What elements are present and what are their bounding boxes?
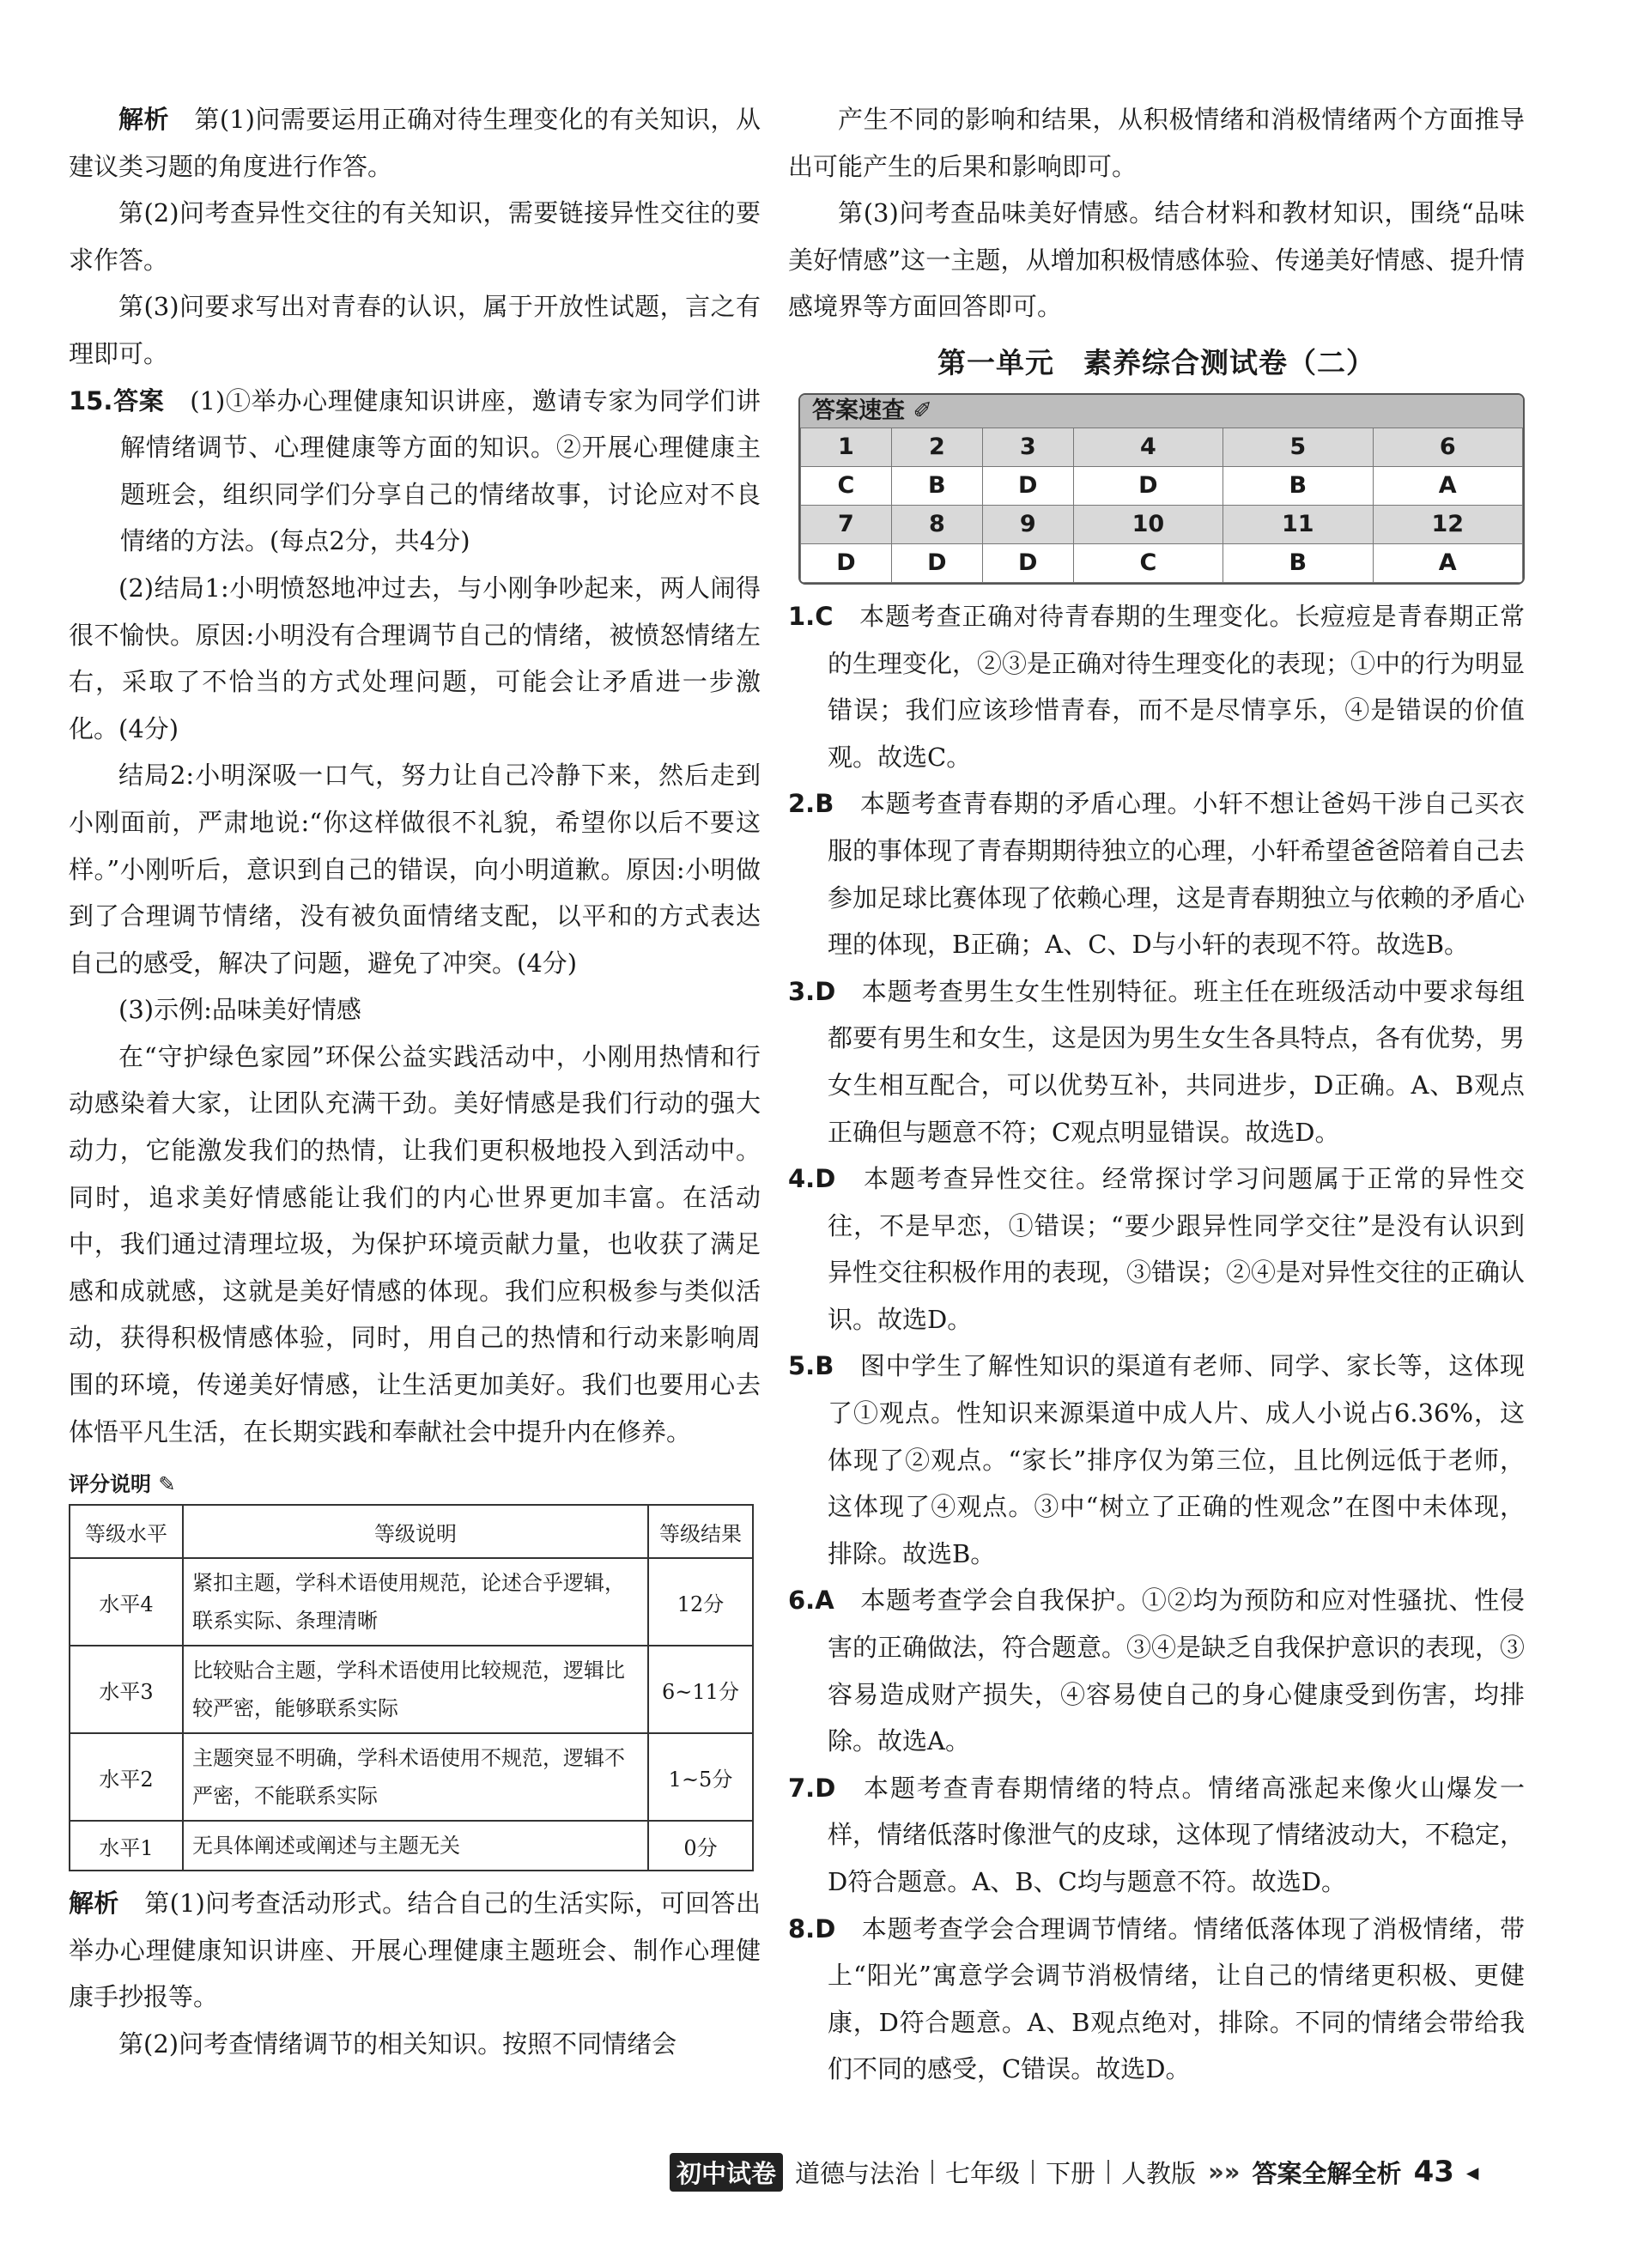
rubric-score: 6~11分 bbox=[648, 1646, 753, 1733]
question-number: 10 bbox=[1073, 505, 1223, 543]
answer-item: 1.C 本题考查正确对待青春期的生理变化。长痘痘是青春期正常的生理变化，②③是正确对待生理变化的表现；①中的行为明显错误；我们应该珍惜青春，而不是尽情享乐，④是错误的价值观。故选C。 bbox=[788, 601, 1526, 772]
answer-item: 2.B 本题考查青春期的矛盾心理。小轩不想让爸妈干涉自己买衣服的事体现了青春期期待独立的心理，小轩希望爸爸陪着自己去参加足球比赛体现了依赖心理，这是青春期独立与依赖的矛盾心理的体现，B正确；A、C、D与小轩的表现不符。故选B。 bbox=[788, 789, 1526, 960]
triangle-left-icon: ◂ bbox=[1465, 2157, 1479, 2186]
footer-grade: 七年级 bbox=[945, 2158, 1021, 2188]
rubric-score: 0分 bbox=[648, 1821, 753, 1871]
question-number: 9 bbox=[982, 505, 1073, 543]
footer-divider bbox=[931, 2160, 933, 2184]
answer-item-label: 8.D bbox=[788, 1913, 836, 1944]
answer-item-label: 3.D bbox=[788, 976, 836, 1006]
analysis-paragraph: 解析 第(1)问考查活动形式。结合自己的生活实际，可回答出举办心理健康知识讲座、开展心理健康主题班会、制作心理健康手抄报等。 bbox=[69, 1889, 761, 2012]
footer-divider bbox=[1032, 2160, 1034, 2184]
analysis-paragraph: 解析 第(1)问需要运用正确对待生理变化的有关知识，从建议类习题的角度进行作答。 bbox=[69, 105, 761, 181]
answer-item: 4.D 本题考查异性交往。经常探讨学习问题属于正常的异性交往，不是早恋，①错误；“要少跟异性同学交往”是没有认识到异性交往积极作用的表现，③错误；②④是对异性交往的正确认识。故选D。 bbox=[788, 1164, 1526, 1334]
rubric-level: 水平1 bbox=[70, 1821, 183, 1871]
rubric-label: 评分说明 ✎ bbox=[69, 1472, 176, 1497]
rubric-desc: 比较贴合主题，学科术语使用比较规范，逻辑比较严密，能够联系实际 bbox=[183, 1646, 648, 1733]
question-number: 11 bbox=[1223, 505, 1373, 543]
question-number: 12 bbox=[1373, 505, 1522, 543]
analysis-paragraph: 第(2)问考查情绪调节的相关知识。按照不同情绪会 bbox=[118, 2029, 677, 2059]
answer-item: 6.A 本题考查学会自我保护。①②均为预防和应对性骚扰、性侵害的正确做法，符合题意。③④是缺乏自我保护意识的表现，③容易造成财产损失，④容易使自己的身心健康受到伤害，均排除。故选A。 bbox=[788, 1586, 1526, 1756]
answer-letter: B bbox=[891, 466, 982, 505]
question-number: 1 bbox=[801, 428, 892, 466]
page-footer bbox=[670, 2151, 1537, 2192]
answer-letter: D bbox=[891, 543, 982, 582]
q15-label: 15.答案 bbox=[69, 385, 165, 415]
footer-divider bbox=[1107, 2160, 1109, 2184]
footer-subject: 道德与法治 bbox=[795, 2158, 920, 2188]
analysis-paragraph: 第(3)问要求写出对青春的认识，属于开放性试题，言之有理即可。 bbox=[69, 292, 761, 368]
footer-brand: 初中试卷 bbox=[670, 2153, 783, 2192]
section-title: 第一单元 素养综合测试卷（二） bbox=[937, 345, 1375, 379]
analysis-paragraph: 产生不同的影响和结果，从积极情绪和消极情绪两个方面推导出可能产生的后果和影响即可。 bbox=[788, 105, 1525, 181]
answer-key-answer-row bbox=[801, 466, 1523, 505]
rubric-header: 等级说明 bbox=[183, 1505, 648, 1558]
rubric-header: 等级结果 bbox=[648, 1505, 753, 1558]
answer-item-label: 7.D bbox=[788, 1773, 836, 1803]
footer-volume: 下册 bbox=[1046, 2158, 1096, 2188]
rubric-header: 等级水平 bbox=[70, 1505, 183, 1558]
leaf-icon: ✎ bbox=[158, 1472, 176, 1497]
answer-key-answer-row bbox=[801, 543, 1523, 582]
answer-item-label: 6.A bbox=[788, 1586, 834, 1616]
answer-letter: A bbox=[1373, 543, 1522, 582]
question-number: 5 bbox=[1223, 428, 1373, 466]
footer-tagline: 答案全解全析 bbox=[1252, 2158, 1402, 2188]
question-number: 3 bbox=[982, 428, 1073, 466]
answer-letter: D bbox=[982, 543, 1073, 582]
double-chevron-icon: »» bbox=[1208, 2157, 1241, 2186]
rubric-level: 水平4 bbox=[70, 1558, 183, 1646]
answer-letter: C bbox=[801, 466, 892, 505]
question-number: 6 bbox=[1373, 428, 1522, 466]
rubric-desc: 主题突显不明确，学科术语使用不规范，逻辑不严密，不能联系实际 bbox=[183, 1733, 648, 1821]
q15-answer: 15.答案 (1)①举办心理健康知识讲座，邀请专家为同学们讲解情绪调节、心理健康等方面的知识。②开展心理健康主题班会，组织同学们分享自己的情绪故事，讨论应对不良情绪的方法。(每点2分，共4分) bbox=[69, 385, 761, 556]
q15-part3: (3)示例:品味美好情感 bbox=[118, 995, 361, 1025]
answer-letter: A bbox=[1373, 466, 1522, 505]
left-column bbox=[69, 96, 761, 2068]
rubric-level: 水平2 bbox=[70, 1733, 183, 1821]
answer-key-number-row bbox=[801, 505, 1523, 543]
question-number: 2 bbox=[891, 428, 982, 466]
question-number: 8 bbox=[891, 505, 982, 543]
analysis-paragraph: 第(3)问考查品味美好情感。结合材料和教材知识，围绕“品味美好情感”这一主题，从增加积极情感体验、传递美好情感、提升情感境界等方面回答即可。 bbox=[788, 198, 1525, 322]
question-number: 7 bbox=[801, 505, 892, 543]
answer-item-label: 2.B bbox=[788, 789, 834, 819]
rubric-desc: 紧扣主题，学科术语使用规范，论述合乎逻辑，联系实际、条理清晰 bbox=[183, 1558, 648, 1646]
answer-item: 3.D 本题考查男生女生性别特征。班主任在班级活动中要求每组都要有男生和女生，这是因为男生女生各具特点，各有优势，男女生相互配合，可以优势互补，共同进步，D正确。A、B观点正确但与题意不符；C观点明显错误。故选D。 bbox=[788, 976, 1526, 1147]
answer-key-header: 答案速查 ✐ bbox=[800, 395, 1523, 428]
answer-letter: C bbox=[1073, 543, 1223, 582]
answer-item: 7.D 本题考查青春期情绪的特点。情绪高涨起来像火山爆发一样，情绪低落时像泄气的皮球，这体现了情绪波动大，不稳定，D符合题意。A、B、C均与题意不符。故选D。 bbox=[788, 1773, 1526, 1896]
rubric-level: 水平3 bbox=[70, 1646, 183, 1733]
answer-letter: D bbox=[1073, 466, 1223, 505]
answer-key bbox=[798, 393, 1525, 585]
rubric-row bbox=[70, 1646, 753, 1733]
answer-letter: B bbox=[1223, 466, 1373, 505]
answer-item-label: 5.B bbox=[788, 1351, 834, 1381]
answer-letter: D bbox=[982, 466, 1073, 505]
rubric-header-row bbox=[70, 1505, 753, 1558]
footer-edition: 人教版 bbox=[1121, 2158, 1197, 2188]
question-number: 4 bbox=[1073, 428, 1223, 466]
answer-key-number-row bbox=[801, 428, 1523, 466]
answer-key-table bbox=[800, 428, 1523, 583]
rubric-score: 1~5分 bbox=[648, 1733, 753, 1821]
q15-part2b: 结局2:小明深吸一口气，努力让自己冷静下来，然后走到小刚面前，严肃地说:“你这样做很不礼貌，希望你以后不要这样。”小刚听后，意识到自己的错误，向小明道歉。原因:小明做到了合理调节情绪，没有被负面情绪支配，以平和的方式表达自己的感受，解决了问题，避免了冲突。(4分) bbox=[69, 761, 761, 978]
answer-letter: B bbox=[1223, 543, 1373, 582]
answer-item: 8.D 本题考查学会合理调节情绪。情绪低落体现了消极情绪，带上“阳光”寓意学会调节消极情绪，让自己的情绪更积极、更健康，D符合题意。A、B观点绝对，排除。不同的情绪会带给我们不同的感受，C错误。故选D。 bbox=[788, 1913, 1525, 2084]
pen-icon: ✐ bbox=[913, 397, 933, 424]
answer-item: 5.B 图中学生了解性知识的渠道有老师、同学、家长等，这体现了①观点。性知识来源渠道中成人片、成人小说占6.36%，这体现了②观点。“家长”排序仅为第三位，且比例远低于老师，这体现了④观点。③中“树立了正确的性观念”在图中未体现，排除。故选B。 bbox=[788, 1351, 1525, 1568]
rubric-row bbox=[70, 1558, 753, 1646]
rubric-score: 12分 bbox=[648, 1558, 753, 1646]
page-number: 43 bbox=[1413, 2155, 1454, 2189]
analysis-label: 解析 bbox=[69, 1889, 119, 1919]
q15-example: 在“守护绿色家园”环保公益实践活动中，小刚用热情和行动感染着大家，让团队充满干劲。美好情感是我们行动的强大动力，它能激发我们的热情，让我们更积极地投入到活动中。同时，追求美好情感能让我们的内心世界更加丰富。在活动中，我们通过清理垃圾，为保护环境贡献力量，也收获了满足感和成就感，这就是美好情感的体现。我们应积极参与类似活动，获得积极情感体验，同时，用自己的热情和行动来影响周围的环境，传递美好情感，让生活更加美好。我们也要用心去体悟平凡生活，在长期实践和奉献社会中提升内在修养。 bbox=[69, 1041, 761, 1446]
analysis-paragraph: 第(2)问考查异性交往的有关知识，需要链接异性交往的要求作答。 bbox=[69, 198, 761, 275]
answer-letter: D bbox=[801, 543, 892, 582]
rubric-row bbox=[70, 1821, 753, 1871]
analysis-label: 解析 bbox=[118, 105, 169, 134]
answer-item-label: 1.C bbox=[788, 601, 834, 631]
rubric-desc: 无具体阐述或阐述与主题无关 bbox=[183, 1821, 648, 1871]
q15-part2: (2)结局1:小明愤怒地冲过去，与小刚争吵起来，两人闹得很不愉快。原因:小明没有合理调节自己的情绪，被愤怒情绪左右，采取了不恰当的方式处理问题，可能会让矛盾进一步激化。(4分) bbox=[69, 573, 761, 743]
rubric-table bbox=[69, 1504, 754, 1871]
rubric-row bbox=[70, 1733, 753, 1821]
right-column bbox=[788, 96, 1525, 2093]
answer-item-label: 4.D bbox=[788, 1164, 836, 1194]
